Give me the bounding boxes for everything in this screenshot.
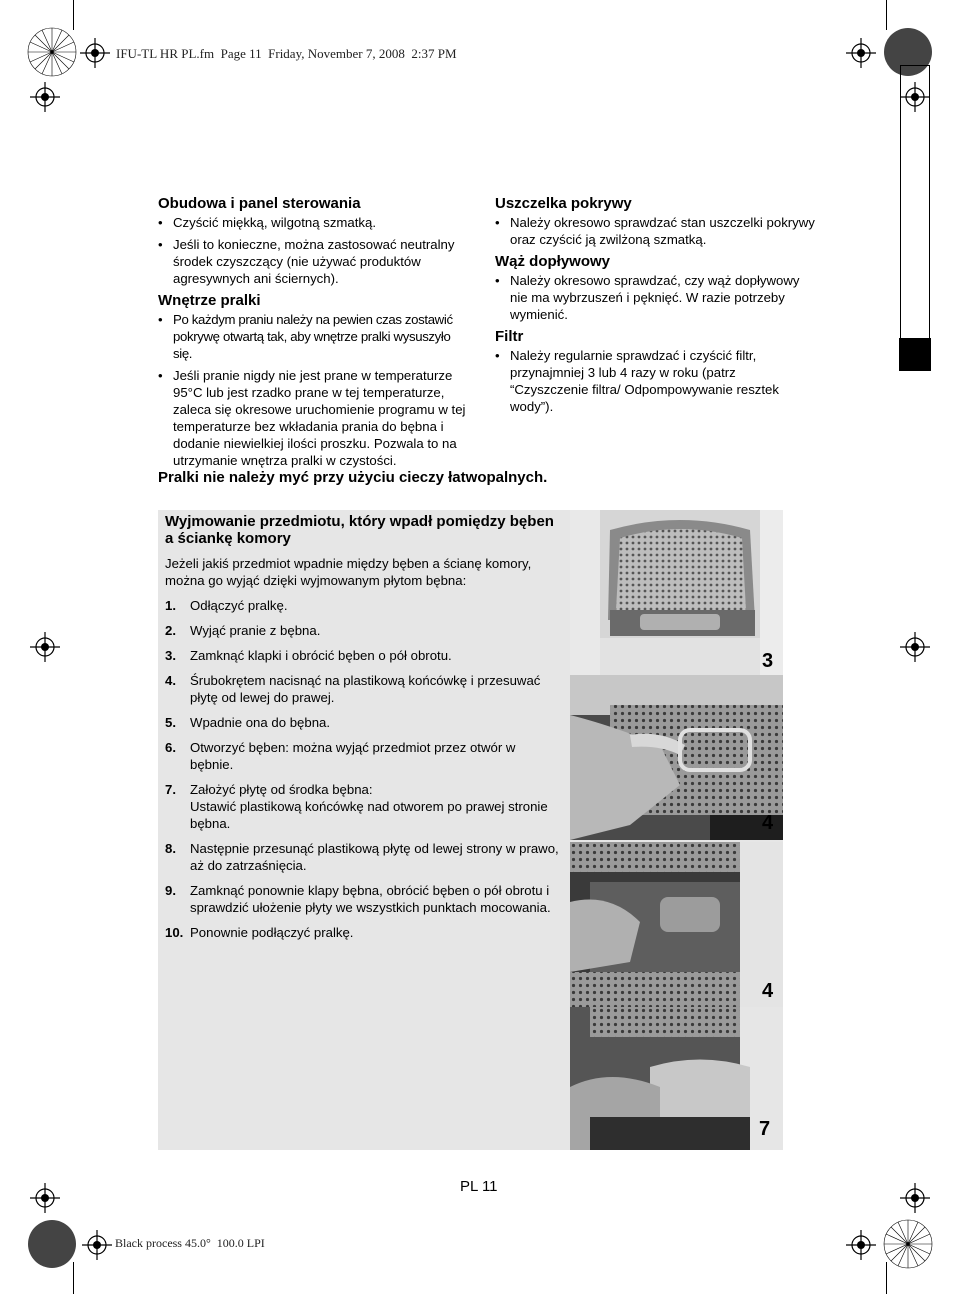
- step-text: Zamknąć ponownie klapy bębna, obrócić bęben o pół obrotu i sprawdzić ułożenie płyty we wszystkich punktach mocowania.: [190, 883, 551, 915]
- step-text: Ustawić plastikową końcówkę nad otworem po prawej stronie bębna.: [190, 799, 548, 831]
- step-text: Założyć płytę od środka bębna:: [190, 782, 373, 797]
- section-title-lid-seal: Uszczelka pokrywy: [495, 195, 632, 212]
- step-text: Odłączyć pralkę.: [190, 598, 288, 613]
- step-number: 2.: [165, 623, 176, 638]
- registration-mark-bottom-left: [20, 1212, 84, 1276]
- step-number: 1.: [165, 598, 176, 613]
- print-header: IFU-TL HR PL.fm Page 11 Friday, November 7, 2008 2:37 PM: [116, 46, 457, 61]
- procedure-title: Wyjmowanie przedmiotu, który wpadł pomiędzy bęben a ściankę komory: [165, 513, 554, 547]
- list-item: • Czyścić miękką, wilgotną szmatką.: [158, 214, 470, 231]
- step-number: 10.: [165, 925, 184, 940]
- photo-label: 3: [762, 650, 774, 672]
- section-title-filter: Filtr: [495, 328, 524, 345]
- step-item: [165, 924, 560, 941]
- step-number: 3.: [165, 648, 176, 663]
- lid-seal-list: [495, 214, 815, 248]
- procedure-text: [165, 513, 560, 941]
- section-title-housing: Obudowa i panel sterowania: [158, 195, 361, 212]
- step-item: [165, 781, 560, 832]
- filter-list: [495, 347, 815, 415]
- step-text: Następnie przesunąć plastikową płytę od lewej strony w prawo, aż do zatrzaśnięcia.: [190, 841, 559, 873]
- inlet-hose-list: [495, 272, 815, 323]
- crosshair-mark-right-lower: [900, 1183, 930, 1213]
- step-number: 7.: [165, 782, 176, 797]
- step-number: 8.: [165, 841, 176, 856]
- crosshair-mark-bottom-left: [82, 1230, 112, 1260]
- step-number: 4.: [165, 673, 176, 688]
- sidebar-tab-marker: [899, 338, 931, 371]
- step-text: Wyjąć pranie z bębna.: [190, 623, 321, 638]
- step-item: [165, 672, 560, 706]
- crosshair-mark-left-upper: [30, 82, 60, 112]
- crop-line-top-left: [73, 0, 74, 30]
- crosshair-mark-top-right: [846, 38, 876, 68]
- list-item: • Po każdym praniu należy na pewien czas zostawić pokrywę otwartą tak, aby wnętrze pralki wysuszyło się.: [158, 311, 470, 362]
- photo-screwdriver-plate: [570, 675, 783, 840]
- section-title-inlet-hose: Wąż dopływowy: [495, 253, 611, 270]
- step-number: 9.: [165, 883, 176, 898]
- step-text: Zamknąć klapki i obrócić bęben o pół obrotu.: [190, 648, 452, 663]
- housing-list: [158, 214, 470, 287]
- photo-plate-slide: [570, 842, 783, 1007]
- step-text: Śrubokrętem nacisnąć na plastikową końcówkę i przesuwać płytę od lewej do prawej.: [190, 673, 541, 705]
- step-item: [165, 647, 560, 664]
- procedure-steps: [165, 597, 560, 941]
- flammable-warning: Pralki nie należy myć przy użyciu cieczy łatwopalnych.: [158, 469, 548, 486]
- list-item: • Należy okresowo sprawdzać, czy wąż dopływowy nie ma wybrzuszeń i pęknięć. W razie potrzeby wymienić.: [495, 272, 815, 323]
- crosshair-mark-left-lower: [30, 1183, 60, 1213]
- step-text: Wpadnie ona do bębna.: [190, 715, 331, 730]
- step-item: [165, 840, 560, 874]
- sidebar-tab-outline: [900, 65, 930, 340]
- crosshair-mark-bottom-right: [846, 1230, 876, 1260]
- crop-line-bottom-right: [886, 1262, 887, 1294]
- print-footer: Black process 45.0° 100.0 LPI: [115, 1236, 265, 1250]
- step-text: Otworzyć bęben: można wyjąć przedmiot przez otwór w bębnie.: [190, 740, 516, 772]
- photo-label: 4: [762, 980, 774, 1002]
- left-column: [158, 194, 470, 469]
- interior-list: [158, 311, 470, 469]
- list-item: • Należy okresowo sprawdzać stan uszczelki pokrywy oraz czyścić ją zwilżoną szmatką.: [495, 214, 815, 248]
- registration-mark-top-left: [20, 20, 84, 84]
- page-number: PL 11: [460, 1178, 498, 1195]
- list-item: • Należy regularnie sprawdzać i czyścić filtr, przynajmniej 3 lub 4 razy w roku (patrz “Czyszczenie filtra/ Odpompowywanie resztek wody”).: [495, 347, 815, 415]
- step-number: 5.: [165, 715, 176, 730]
- step-item: [165, 882, 570, 916]
- procedure-intro: Jeżeli jakiś przedmiot wpadnie między bęben a ścianę komory, można go wyjąć dzięki wyjmowanym płytom bębna:: [165, 556, 532, 588]
- step-number: 6.: [165, 740, 176, 755]
- crop-line-bottom-left: [73, 1262, 74, 1294]
- step-item: [165, 739, 560, 773]
- right-column: [495, 194, 815, 415]
- section-title-interior: Wnętrze pralki: [158, 292, 261, 309]
- step-item: [165, 597, 560, 614]
- crosshair-mark-top-left: [80, 38, 110, 68]
- step-text: Ponownie podłączyć pralkę.: [190, 925, 354, 940]
- crosshair-mark-left-middle: [30, 632, 60, 662]
- step-item: [165, 622, 560, 639]
- photo-label: 4: [762, 812, 774, 834]
- crop-line-top-right: [886, 0, 887, 30]
- photo-replace-plate: [570, 1007, 783, 1150]
- photo-label: 7: [759, 1118, 771, 1140]
- photo-drum-top: [570, 510, 783, 675]
- step-item: [165, 714, 560, 731]
- list-item: • Jeśli to konieczne, można zastosować neutralny środek czyszczący (nie używać produktów agresywnych ani ściernych).: [158, 236, 470, 287]
- crosshair-mark-right-middle: [900, 632, 930, 662]
- list-item: • Jeśli pranie nigdy nie jest prane w temperaturze 95°C lub jest rzadko prane w tej temperaturze, zaleca się okresowe uruchomienie programu w tej temperaturze bez wkładania prania do bębna i dodanie niewielkiej ilości proszku. Pozwala to na utrzymanie wnętrza pralki w czystości.: [158, 367, 470, 469]
